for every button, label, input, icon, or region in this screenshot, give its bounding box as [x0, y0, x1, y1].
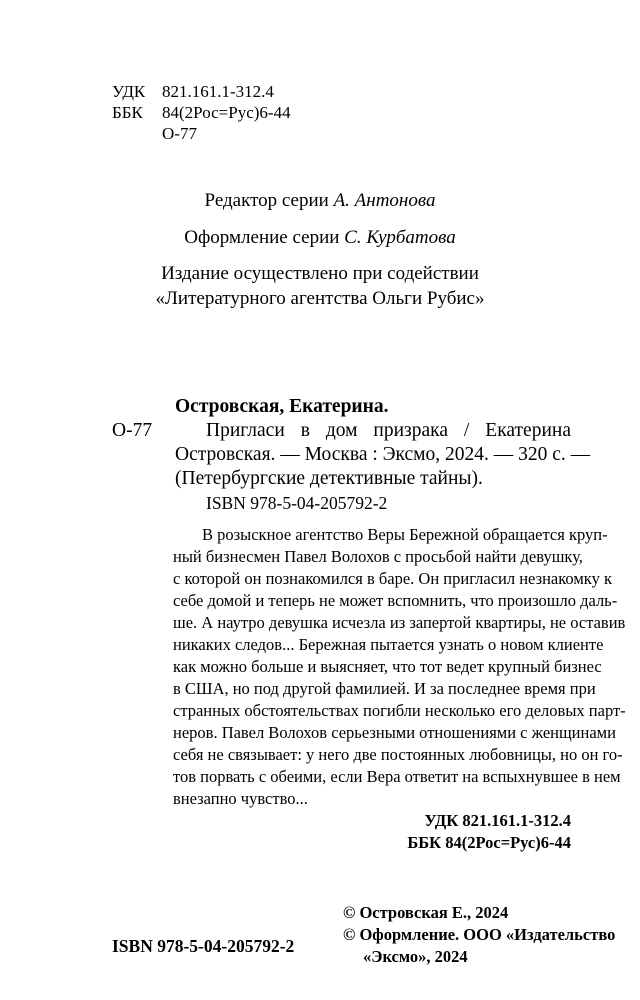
support-line-1: Издание осуществлено при содействии: [161, 263, 479, 284]
copyright-line-1: © Островская Е., 2024: [343, 903, 509, 922]
annotation-line: в США, но под другой фамилией. И за последнее время при: [173, 679, 596, 698]
bottom-bbk: ББК 84(2Рос=Рус)6-44: [407, 833, 571, 852]
series-editor-name: А. Антонова: [333, 190, 436, 211]
annotation-line: В розыскное агентство Веры Бережной обращается круп-: [202, 525, 608, 544]
annotation-line: себя не связывает: у него две постоянных любовницы, но он го-: [173, 745, 623, 764]
annotation-line: ше. А наутро девушка исчезла из запертой квартиры, не оставив: [173, 613, 626, 632]
annotation-line: себе домой и теперь не может вспомнить, что произошло даль-: [173, 591, 618, 610]
series-editor: [0, 190, 640, 212]
udk-label: УДК: [112, 82, 146, 101]
series-design-name: С. Курбатова: [344, 227, 456, 248]
description-line-1: Пригласи в дом призрака / Екатерина: [206, 420, 571, 441]
annotation-line: с которой он познакомился в баре. Он пригласил незнакомку к: [173, 569, 612, 588]
series-design: [0, 227, 640, 249]
annotation-line: тов порвать с обеими, если Вера ответит на вспыхнувшее в нем: [173, 767, 621, 786]
author-heading: Островская, Екатерина.: [175, 396, 389, 417]
bbk-label: ББК: [112, 103, 143, 122]
description-line-3: (Петербургские детективные тайны).: [175, 468, 483, 489]
annotation-line: неров. Павел Волохов серьезными отношениями с женщинами: [173, 723, 616, 742]
copyright-line-3: «Эксмо», 2024: [363, 947, 468, 966]
annotation-line: странных обстоятельствах погибли несколько его деловых парт-: [173, 701, 626, 720]
series-design-prefix: Оформление серии: [184, 227, 340, 248]
isbn-line: ISBN 978-5-04-205792-2: [206, 493, 388, 513]
annotation-line: внезапно чувство...: [173, 789, 308, 808]
bottom-udk: УДК 821.161.1-312.4: [424, 811, 571, 830]
support-line-2: «Литературного агентства Ольги Рубис»: [155, 288, 485, 309]
author-mark: О-77: [112, 420, 153, 441]
isbn-bottom: ISBN 978-5-04-205792-2: [112, 936, 295, 956]
copyright-line-2: © Оформление. ООО «Издательство: [343, 925, 616, 944]
annotation-line: ный бизнесмен Павел Волохов с просьбой найти девушку,: [173, 547, 583, 566]
author-mark-top: О-77: [162, 124, 197, 143]
annotation-line: никаких следов... Бережная пытается узнать о новом клиенте: [173, 635, 604, 654]
udk-value: 821.161.1-312.4: [162, 82, 274, 101]
series-editor-prefix: Редактор серии: [204, 190, 329, 211]
bbk-value: 84(2Рос=Рус)6-44: [162, 103, 291, 122]
annotation-line: как можно больше и выясняет, что тот ведет крупный бизнес: [173, 657, 602, 676]
description-line-2: Островская. — Москва : Эксмо, 2024. — 320 с. —: [175, 444, 591, 465]
